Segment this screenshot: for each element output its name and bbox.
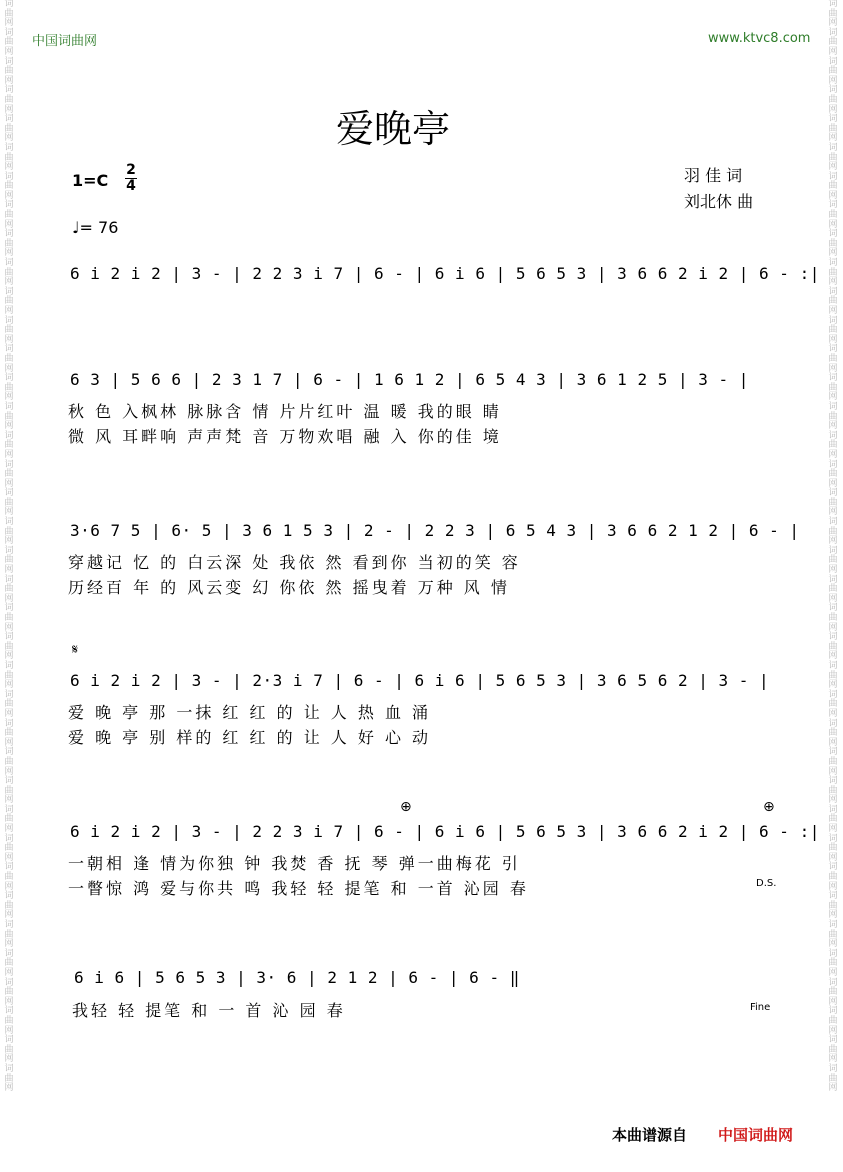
score-system-3-lyric-1: 穿越记 忆 的 白云深 处 我依 然 看到你 当初的笑 容	[68, 553, 521, 572]
composer-credit: 刘北休 曲	[684, 192, 754, 211]
dal-segno-mark: D.S.	[756, 878, 777, 889]
segno-sign: 𝄋	[72, 642, 79, 658]
score-system-4-notes: 6 i 2 i 2 | 3 - | 2·3 i 7 | 6 - | 6 i 6 | 5 6 5 3 | 3 6 5 6 2 | 3 - |	[70, 671, 770, 690]
time-signature-top: 2	[126, 162, 136, 178]
coda-sign-1: ⊕	[400, 799, 412, 815]
score-system-5-notes: 6 i 2 i 2 | 3 - | 2 2 3 i 7 | 6 - | 6 i 6 | 5 6 5 3 | 3 6 6 2 i 2 | 6 - :|	[70, 822, 820, 841]
time-signature	[125, 163, 137, 194]
score-system-5-lyric-2: 一瞥惊 鸿 爱与你共 鸣 我轻 轻 提笔 和 一首 沁园 春	[68, 879, 529, 898]
score-system-4-lyric-2: 爱 晚 亭 别 样的 红 红 的 让 人 好 心 动	[68, 728, 432, 747]
score-system-2-lyric-2: 微 风 耳畔响 声声梵 音 万物欢唱 融 入 你的佳 境	[68, 427, 502, 446]
lyricist-credit: 羽 佳 词	[684, 166, 743, 185]
source-site[interactable]: 中国词曲网	[718, 1126, 794, 1144]
score-system-4-lyric-1: 爱 晚 亭 那 一抹 红 红 的 让 人 热 血 涌	[68, 703, 432, 722]
score-system-6-notes: 6 i 6 | 5 6 5 3 | 3· 6 | 2 1 2 | 6 - | 6 - ‖	[74, 968, 520, 987]
site-url[interactable]: www.ktvc8.com	[708, 31, 811, 46]
fine-mark: Fine	[750, 1002, 771, 1013]
side-watermark-left: 词曲网词曲网词曲网词曲网词曲网词曲网词曲网词曲网词曲网词曲网词曲网词曲网词曲网词曲网词曲网词曲网词曲网词曲网词曲网词曲网词曲网词曲网词曲网词曲网词曲网词曲网词曲网词曲网词曲网词曲网词曲网词曲网词曲网词曲网词曲网词曲网词曲网词曲网	[4, 0, 14, 1094]
score-system-6-lyric-1: 我轻 轻 提笔 和 一 首 沁 园 春	[72, 1001, 346, 1020]
site-name-left: 中国词曲网	[32, 34, 98, 49]
song-title: 爱晚亭	[336, 107, 451, 151]
score-system-2-lyric-1: 秋 色 入枫林 脉脉含 情 片片红叶 温 暖 我的眼 睛	[68, 402, 502, 421]
source-label: 本曲谱源自	[612, 1126, 688, 1144]
side-watermark-right: 词曲网词曲网词曲网词曲网词曲网词曲网词曲网词曲网词曲网词曲网词曲网词曲网词曲网词曲网词曲网词曲网词曲网词曲网词曲网词曲网词曲网词曲网词曲网词曲网词曲网词曲网词曲网词曲网词曲网词曲网词曲网词曲网词曲网词曲网词曲网词曲网词曲网词曲网	[828, 0, 838, 1094]
time-signature-bottom: 4	[126, 178, 136, 194]
key-signature: 1=C	[72, 171, 109, 190]
score-system-3-lyric-2: 历经百 年 的 风云变 幻 你依 然 摇曳着 万种 风 情	[68, 578, 510, 597]
coda-sign-2: ⊕	[763, 799, 775, 815]
score-system-3-notes: 3·6 7 5 | 6· 5 | 3 6 1 5 3 | 2 - | 2 2 3 | 6 5 4 3 | 3 6 6 2 1 2 | 6 - |	[70, 521, 800, 540]
score-system-5-lyric-1: 一朝相 逢 情为你独 钟 我焚 香 抚 琴 弹一曲梅花 引	[68, 854, 521, 873]
tempo-marking: ♩= 76	[72, 218, 119, 237]
score-system-2-notes: 6 3 | 5 6 6 | 2 3 1 7 | 6 - | 1 6 1 2 | 6 5 4 3 | 3 6 1 2 5 | 3 - |	[70, 370, 749, 389]
score-system-1-notes: 6 i 2 i 2 | 3 - | 2 2 3 i 7 | 6 - | 6 i 6 | 5 6 5 3 | 3 6 6 2 i 2 | 6 - :|	[70, 264, 820, 283]
